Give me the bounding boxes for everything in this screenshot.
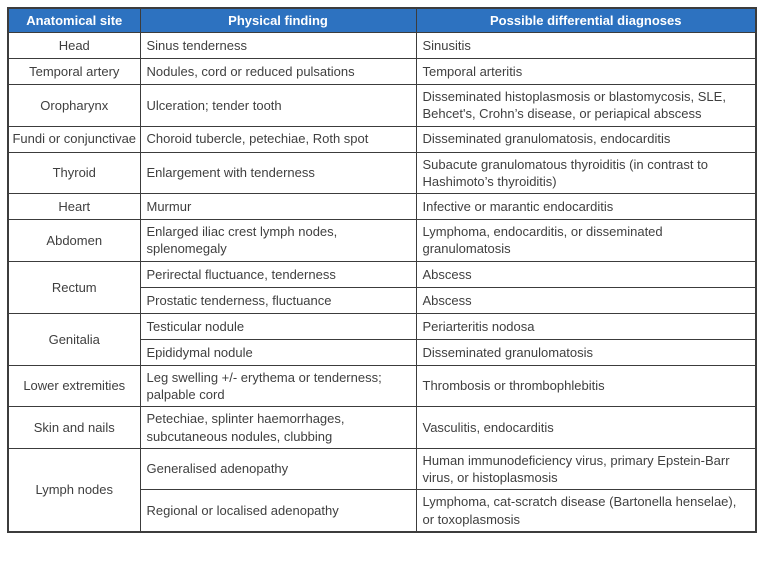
physical-finding-cell: Choroid tubercle, petechiae, Roth spot xyxy=(140,126,416,152)
physical-finding-cell: Perirectal fluctuance, tenderness xyxy=(140,261,416,287)
physical-finding-cell: Leg swelling +/- erythema or tenderness; palpable cord xyxy=(140,365,416,407)
physical-finding-cell: Ulceration; tender tooth xyxy=(140,85,416,127)
differential-diagnosis-cell: Human immunodeficiency virus, primary Epstein-Barr virus, or histoplasmosis xyxy=(416,448,756,490)
physical-finding-cell: Sinus tenderness xyxy=(140,33,416,59)
table-row xyxy=(8,126,756,152)
differential-diagnosis-table-container xyxy=(7,7,757,533)
anatomical-site-cell: Lower extremities xyxy=(8,365,140,407)
anatomical-site-cell: Abdomen xyxy=(8,220,140,262)
header-row xyxy=(8,8,756,33)
table-row xyxy=(8,85,756,127)
table-body xyxy=(8,33,756,532)
table-row xyxy=(8,220,756,262)
physical-finding-cell: Murmur xyxy=(140,194,416,220)
differential-diagnosis-cell: Disseminated granulomatosis, endocarditis xyxy=(416,126,756,152)
differential-diagnosis-cell: Abscess xyxy=(416,287,756,313)
table-row xyxy=(8,152,756,194)
table-row xyxy=(8,261,756,287)
physical-finding-cell: Prostatic tenderness, fluctuance xyxy=(140,287,416,313)
differential-diagnosis-cell: Disseminated granulomatosis xyxy=(416,339,756,365)
table-row xyxy=(8,448,756,490)
physical-finding-cell: Enlarged iliac crest lymph nodes, splenomegaly xyxy=(140,220,416,262)
anatomical-site-cell: Lymph nodes xyxy=(8,448,140,532)
differential-diagnosis-cell: Thrombosis or thrombophlebitis xyxy=(416,365,756,407)
differential-diagnosis-cell: Vasculitis, endocarditis xyxy=(416,407,756,449)
differential-diagnosis-cell: Abscess xyxy=(416,261,756,287)
table-row xyxy=(8,194,756,220)
anatomical-site-cell: Fundi or conjunctivae xyxy=(8,126,140,152)
anatomical-site-cell: Oropharynx xyxy=(8,85,140,127)
physical-finding-cell: Nodules, cord or reduced pulsations xyxy=(140,59,416,85)
physical-finding-cell: Epididymal nodule xyxy=(140,339,416,365)
differential-diagnosis-cell: Disseminated histoplasmosis or blastomycosis, SLE, Behcet's, Crohn’s disease, or periapical abscess xyxy=(416,85,756,127)
physical-finding-cell: Enlargement with tenderness xyxy=(140,152,416,194)
anatomical-site-cell: Rectum xyxy=(8,261,140,313)
physical-finding-cell: Generalised adenopathy xyxy=(140,448,416,490)
anatomical-site-cell: Heart xyxy=(8,194,140,220)
anatomical-site-cell: Thyroid xyxy=(8,152,140,194)
header-differential-diagnoses: Possible differential diagnoses xyxy=(416,8,756,33)
table-row xyxy=(8,33,756,59)
physical-finding-cell: Regional or localised adenopathy xyxy=(140,490,416,532)
anatomical-site-cell: Head xyxy=(8,33,140,59)
differential-diagnosis-cell: Infective or marantic endocarditis xyxy=(416,194,756,220)
anatomical-site-cell: Genitalia xyxy=(8,313,140,365)
differential-diagnosis-cell: Lymphoma, endocarditis, or disseminated granulomatosis xyxy=(416,220,756,262)
table-row xyxy=(8,407,756,449)
differential-diagnosis-cell: Periarteritis nodosa xyxy=(416,313,756,339)
header-anatomical-site: Anatomical site xyxy=(8,8,140,33)
header-physical-finding: Physical finding xyxy=(140,8,416,33)
physical-finding-cell: Testicular nodule xyxy=(140,313,416,339)
anatomical-site-cell: Temporal artery xyxy=(8,59,140,85)
differential-diagnosis-table xyxy=(7,7,757,533)
differential-diagnosis-cell: Temporal arteritis xyxy=(416,59,756,85)
differential-diagnosis-cell: Subacute granulomatous thyroiditis (in contrast to Hashimoto’s thyroiditis) xyxy=(416,152,756,194)
table-row xyxy=(8,313,756,339)
differential-diagnosis-cell: Sinusitis xyxy=(416,33,756,59)
table-row xyxy=(8,59,756,85)
anatomical-site-cell: Skin and nails xyxy=(8,407,140,449)
table-header xyxy=(8,8,756,33)
differential-diagnosis-cell: Lymphoma, cat-scratch disease (Bartonella henselae), or toxoplasmosis xyxy=(416,490,756,532)
physical-finding-cell: Petechiae, splinter haemorrhages, subcutaneous nodules, clubbing xyxy=(140,407,416,449)
table-row xyxy=(8,365,756,407)
